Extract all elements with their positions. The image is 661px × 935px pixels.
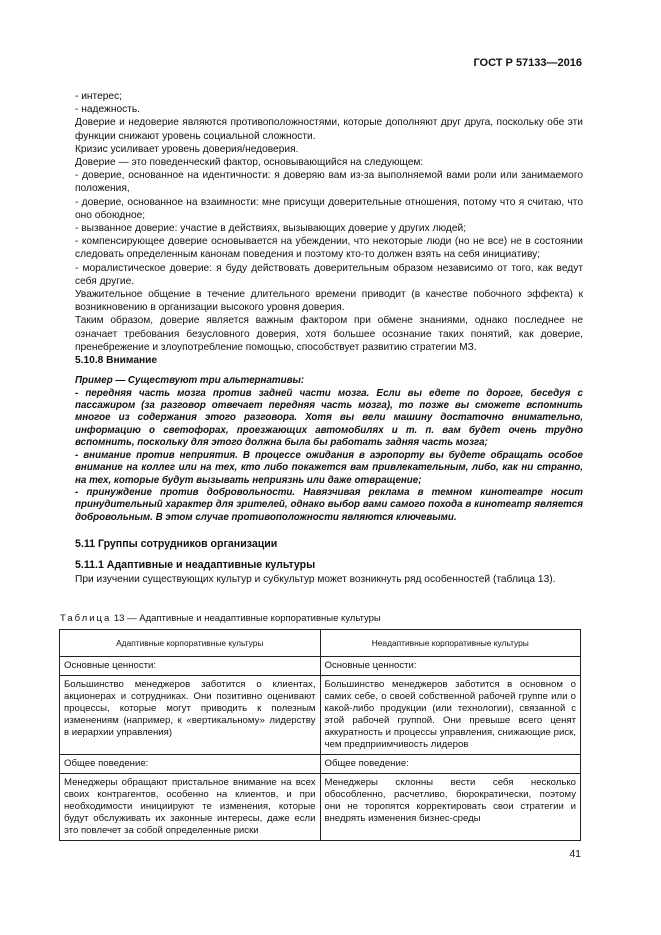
- example-line: Пример — Существуют три альтернативы:: [75, 375, 305, 387]
- paragraph: При изучении существующих культур и субкультур может возникнуть ряд особенностей (таблица 13).: [75, 573, 556, 585]
- table-cell: Большинство менеджеров заботится в основном о самих себе, о своей собственной рабочей группе или о какой-либо продукции (или технологии), связанной с этой рабочей группой. Они превыше всего ценят аккуратность и процессы управления, снижающие риск, чем предприимчивость лидеров: [320, 676, 581, 755]
- table-cell: Менеджеры обращают пристальное внимание на всех своих контрагентов, особенно на клиентов, и при необходимости инициируют те изменения, которые будут обслуживать их законные интересы, даже если это повлечет за собой определенные риски: [60, 774, 321, 841]
- table-header-cell: Неадаптивные корпоративные культуры: [320, 630, 581, 657]
- table-row: [60, 657, 581, 676]
- table-caption-text: 13 — Адаптивные и неадаптивные корпоративные культуры: [113, 613, 381, 624]
- table-cell: Общее поведение:: [320, 755, 581, 774]
- body-text: [75, 90, 583, 586]
- table-header-cell: Адаптивные корпоративные культуры: [60, 630, 321, 657]
- culture-table: [59, 629, 581, 841]
- table-row: [60, 755, 581, 774]
- paragraph: - вызванное доверие: участие в действиях, вызывающих доверие у других людей;: [75, 223, 467, 235]
- table-cell: Большинство менеджеров заботится о клиентах, акционерах и сотрудниках. Они позитивно оценивают процессы, которые могут приводить к полезным изменениям (например, к «вертикальному» лидерству в иерархии управления): [60, 676, 321, 755]
- paragraph: Доверие и недоверие являются противоположностями, которые дополняют друг друга, поскольку обе эти функции снижают уровень социальной сложности.: [75, 117, 583, 142]
- example-line: - внимание против неприятия. В процессе ожидания в аэропорту вы будете обращать особое внимание на коллег или на тех, кто либо покажется вам привлекательным, либо, как ни странно, на тех, которые будут вызывать неприязнь или даже отвращение;: [75, 449, 583, 486]
- document-id: ГОСТ Р 57133—2016: [473, 57, 582, 69]
- section-heading-5-10-8: 5.10.8 Внимание: [75, 355, 158, 367]
- paragraph: - доверие, основанное на взаимности: мне присущи доверительные отношения, потому что я считаю, что оно обоюдное;: [75, 196, 583, 221]
- paragraph: Таким образом, доверие является важным фактором при обмене знаниями, однако последнее не означает требования безусловного доверия, хотя большее осознание таких понятий, как доверие, пренебрежение и злоупотребление помощью, способствует развитию стратегии МЗ.: [75, 315, 583, 353]
- table-cell: Основные ценности:: [320, 657, 581, 676]
- section-heading-5-11-1: 5.11.1 Адаптивные и неадаптивные культуры: [75, 559, 316, 572]
- table-caption-label: Таблица: [60, 613, 112, 624]
- paragraph: Доверие — это поведенческий фактор, основывающийся на следующем:: [75, 157, 424, 169]
- section-heading-5-11: 5.11 Группы сотрудников организации: [75, 538, 278, 551]
- table-cell: Менеджеры склонны вести себя несколько обособленно, расчетливо, бюрократически, поэтому они не торопятся корректировать свои стратегии и внедрять изменения бизнес-среды: [320, 774, 581, 841]
- paragraph: - моралистическое доверие: я буду действовать доверительным образом независимо от того, как ведут себя другие.: [75, 262, 583, 287]
- paragraph: Кризис усиливает уровень доверия/недоверия.: [75, 143, 299, 155]
- table-cell: Основные ценности:: [60, 657, 321, 676]
- example-line: - передняя часть мозга против задней части мозга. Если вы едете по дороге, беседуя с пассажиром (за разговор отвечает передняя часть мозга), то позже вы сможете вспомнить многое из содержания этого разговора. Хотя вы вели машину достаточно внимательно, информацию о светофорах, проезжающих автомобилях и т. п. вам будет очень трудно вспомнить, поскольку для этого должна была бы работать задняя часть мозга;: [75, 387, 583, 449]
- example-line: - принуждение против добровольности. Навязчивая реклама в темном кинотеатре носит принудительный характер для зрителей, однако выбор вами самого похода в кинотеатр является добровольным. В этом случае противоположности являются ключевыми.: [75, 486, 583, 523]
- example-block: [75, 375, 583, 524]
- table-header-row: [60, 630, 581, 657]
- page-number: 41: [569, 848, 581, 860]
- table-cell: Общее поведение:: [60, 755, 321, 774]
- table-row: [60, 774, 581, 841]
- paragraph: - доверие, основанное на идентичности: я доверяю вам из-за выполняемой вами роли или занимаемого положения,: [75, 170, 583, 195]
- paragraph: - компенсирующее доверие основывается на убеждении, что некоторые люди (но не все) не в состоянии следовать определенным канонам поведения и поэтому кто-то должен взять на себя инициативу;: [75, 236, 583, 261]
- paragraph: Уважительное общение в течение длительного времени приводит (в качестве побочного эффекта) к возникновению в организации высокого уровня доверия.: [75, 289, 583, 314]
- paragraph: - надежность.: [75, 104, 141, 116]
- paragraph: - интерес;: [75, 91, 123, 102]
- table-row: [60, 676, 581, 755]
- table-caption: [60, 613, 381, 624]
